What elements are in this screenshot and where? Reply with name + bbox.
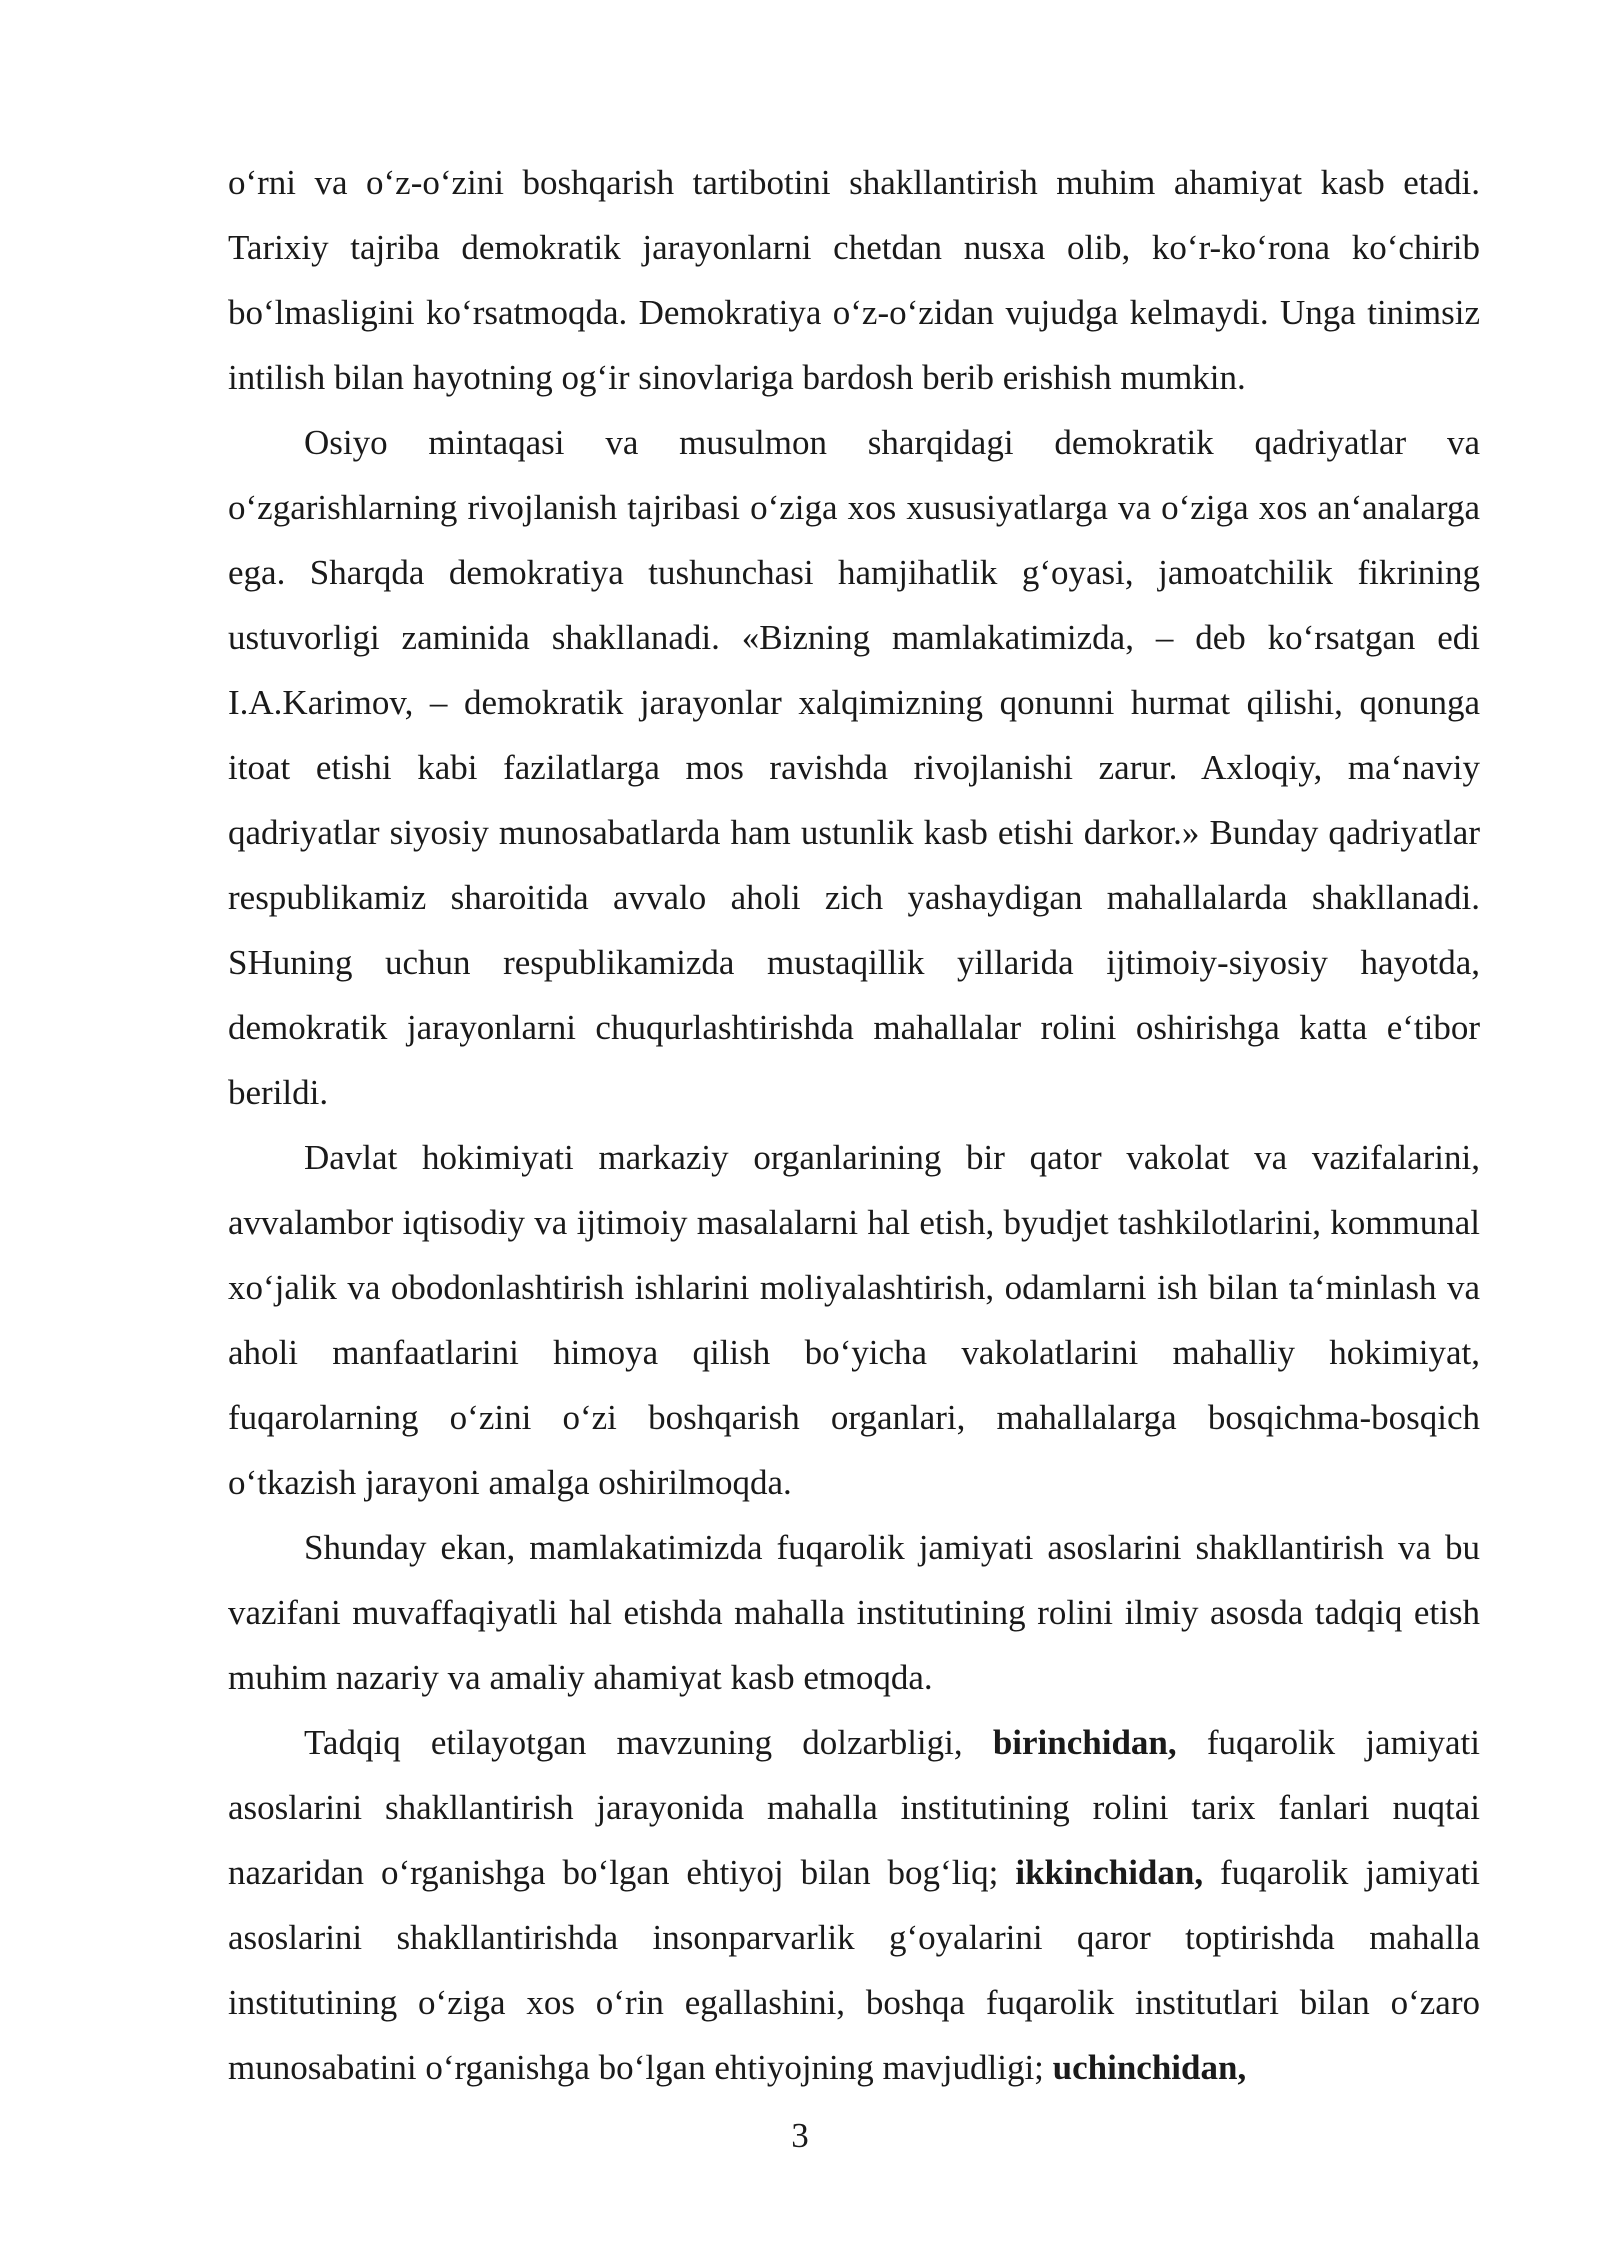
document-body	[228, 150, 1480, 2100]
paragraph-5	[228, 1710, 1480, 2100]
paragraph-5-run-1: Tadqiq etilayotgan mavzuning dolzarbligi,	[304, 1723, 993, 1762]
paragraph-5-run-3: fuqarolik jamiyati asoslarini shakllantirish jarayonida mahalla institutining rolini tarix fanlari nuqtai nazaridan o‘rganishga bo‘lgan ehtiyoj bilan bog‘liq;	[228, 1723, 1481, 1892]
emphasis-first-point: birinchidan,	[992, 1723, 1177, 1762]
paragraph-4	[228, 1515, 1480, 1710]
paragraph-4-run-1: Shunday ekan, mamlakatimizda fuqarolik jamiyati asoslarini shakllantirish va bu vazifani muvaffaqiyatli hal etishda mahalla institutining rolini ilmiy asosda tadqiq etish muhim nazariy va amaliy ahamiyat kasb etmoqda.	[228, 1528, 1480, 1697]
page-number: 3	[791, 2116, 809, 2155]
paragraph-3-run-1: Davlat hokimiyati markaziy organlarining bir qator vakolat va vazifalarini, avvalambor iqtisodiy va ijtimoiy masalalarni hal etish, byudjet tashkilotlarini, kommunal xo‘jalik va obodonlashtirish ishlarini moliyalashtirish, odamlarni ish bilan ta‘minlash va aholi manfaatlarini himoya qilish bo‘yicha vakolatlarini mahalliy hokimiyat, fuqarolarning o‘zini o‘zi boshqarish organlari, mahallalarga bosqichma-bosqich o‘tkazish jarayoni amalga oshirilmoqda.	[228, 1138, 1480, 1502]
paragraph-1	[228, 150, 1480, 410]
paragraph-1-run-1: o‘rni va o‘z-o‘zini boshqarish tartibotini shakllantirish muhim ahamiyat kasb etadi. Tarixiy tajriba demokratik jarayonlarni chetdan nusxa olib, ko‘r-ko‘rona ko‘chirib bo‘lmasligini ko‘rsatmoqda. Demokratiya o‘z-o‘zidan vujudga kelmaydi. Unga tinimsiz intilish bilan hayotning og‘ir sinovlariga bardosh berib erishish mumkin.	[228, 163, 1480, 397]
emphasis-third-point: uchinchidan,	[1052, 2048, 1247, 2087]
emphasis-second-point: ikkinchidan,	[1015, 1853, 1204, 1892]
paragraph-2	[228, 410, 1480, 1125]
paragraph-5-run-5: fuqarolik jamiyati asoslarini shakllantirishda insonparvarlik g‘oyalarini qaror toptirishda mahalla institutining o‘ziga xos o‘rin egallashini, boshqa fuqarolik institutlari bilan o‘zaro munosabatini o‘rganishga bo‘lgan ehtiyojning mavjudligi;	[228, 1853, 1481, 2087]
paragraph-3	[228, 1125, 1480, 1515]
paragraph-2-run-1: Osiyo mintaqasi va musulmon sharqidagi demokratik qadriyatlar va o‘zgarishlarning rivojlanish tajribasi o‘ziga xos xususiyatlarga va o‘ziga xos an‘analarga ega. Sharqda demokratiya tushunchasi hamjihatlik g‘oyasi, jamoatchilik fikrining ustuvorligi zaminida shakllanadi. «Bizning mamlakatimizda, – deb ko‘rsatgan edi I.A.Karimov, – demokratik jarayonlar xalqimizning qonunni hurmat qilishi, qonunga itoat etishi kabi fazilatlarga mos ravishda rivojlanishi zarur. Axloqiy, ma‘naviy qadriyatlar siyosiy munosabatlarda ham ustunlik kasb etishi darkor.» Bunday qadriyatlar respublikamiz sharoitida avvalo aholi zich yashaydigan mahallalarda shakllanadi. SHuning uchun respublikamizda mustaqillik yillarida ijtimoiy-siyosiy hayotda, demokratik jarayonlarni chuqurlashtirishda mahallalar rolini oshirishga katta e‘tibor berildi.	[228, 423, 1480, 1112]
